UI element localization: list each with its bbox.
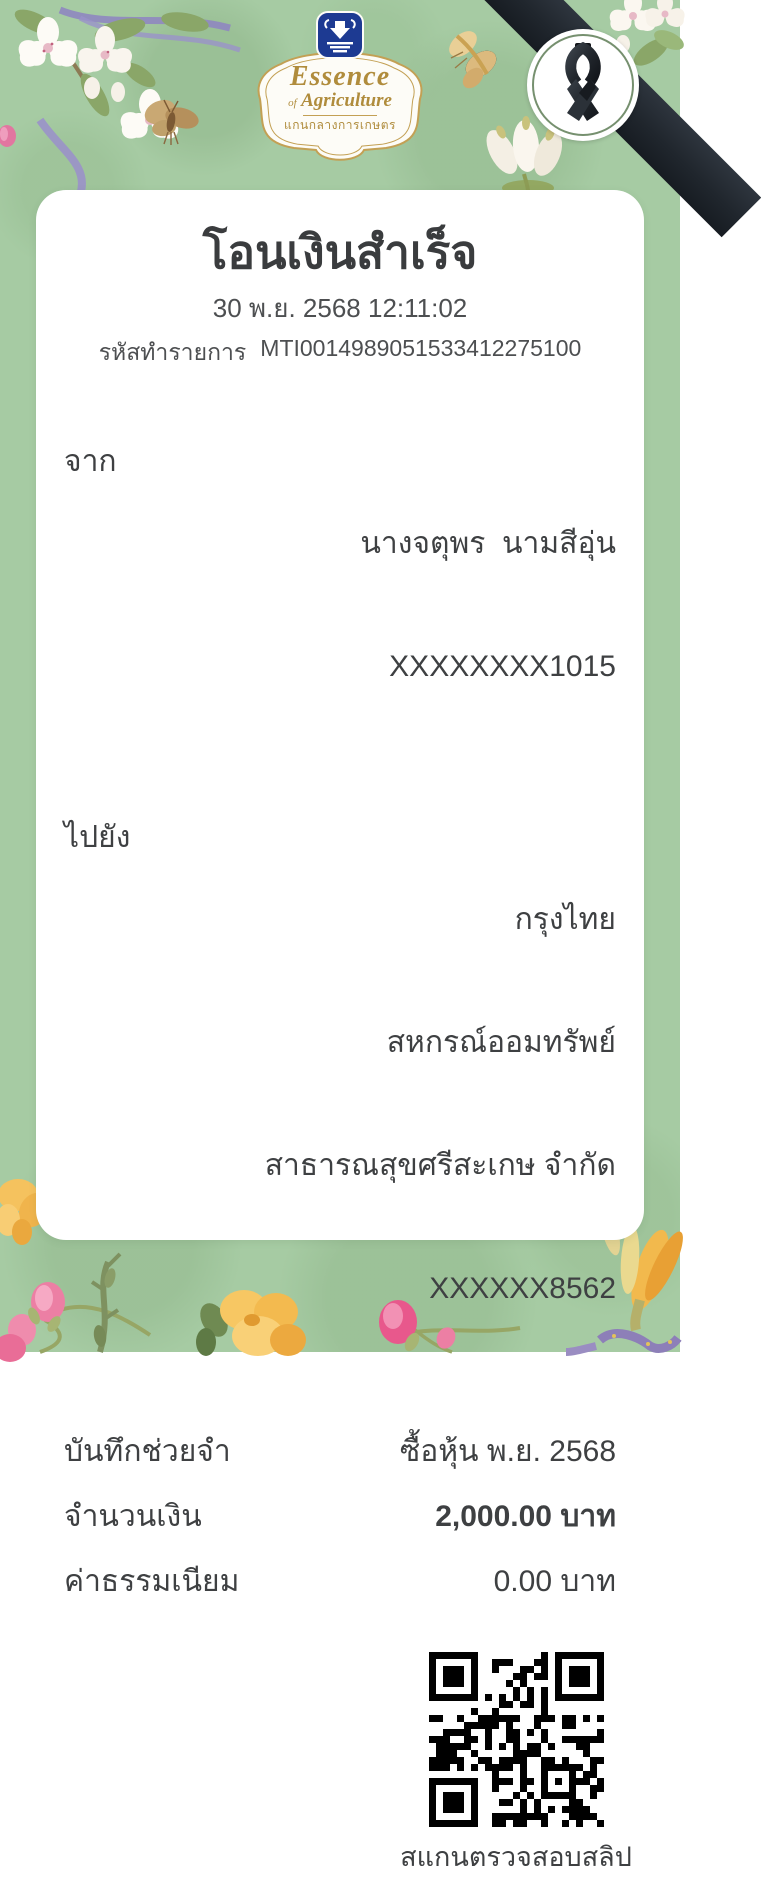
qr-section <box>400 1652 632 1878</box>
to-recipient-name-line2: สาธารณสุขศรีสะเกษ จำกัด <box>264 1149 616 1182</box>
transfer-datetime: 30 พ.ย. 2568 12:11:02 <box>212 293 468 323</box>
to-bank-name: กรุงไทย <box>514 903 616 936</box>
logo-brand-of: of <box>288 97 297 110</box>
from-account-masked: XXXXXXXX1015 <box>389 650 616 683</box>
butterfly-brown-icon <box>138 92 204 154</box>
transfer-success-title: โอนเงินสำเร็จ <box>202 226 478 278</box>
amount-row <box>64 1496 616 1537</box>
from-name: นางจตุพร นามสีอุ่น <box>360 527 616 560</box>
amount-label: จำนวนเงิน <box>64 1500 202 1533</box>
fee-value: 0.00 บาท <box>493 1565 616 1598</box>
logo-divider <box>303 115 377 116</box>
slip-verification-qr-code <box>429 1652 604 1827</box>
fee-row <box>64 1561 616 1602</box>
memo-row <box>64 1431 616 1472</box>
logo-brand-bottom: Agriculture <box>301 90 392 112</box>
receipt-card <box>36 190 644 1872</box>
logo-tagline-thai: แกนกลางการเกษตร <box>284 117 396 132</box>
pink-bud-left-decoration <box>0 124 20 150</box>
qr-caption: สแกนตรวจสอบสลิป <box>400 1842 632 1872</box>
to-recipient-name-line1: สหกรณ์ออมทรัพย์ <box>386 1026 616 1059</box>
mourning-ribbon-badge <box>527 29 639 141</box>
memo-label: บันทึกช่วยจำ <box>64 1435 231 1468</box>
memo-value: ซื้อหุ้น พ.ย. 2568 <box>399 1435 616 1468</box>
from-label: จาก <box>64 445 117 478</box>
logo-text-block <box>240 62 440 131</box>
amount-value: 2,000.00 บาท <box>435 1500 616 1533</box>
to-row <box>64 817 616 1391</box>
from-row <box>64 441 616 769</box>
transaction-id-row <box>64 335 616 371</box>
logo-brand-bottom-line <box>240 91 440 111</box>
baac-logo-icon <box>317 12 363 58</box>
to-account-masked: XXXXXX8562 <box>429 1272 616 1305</box>
transaction-id-label: รหัสทำรายการ <box>98 339 247 365</box>
bank-logo-badge <box>240 10 440 165</box>
transaction-id-value: MTI0014989051533412275100 <box>260 335 582 361</box>
fee-label: ค่าธรรมเนียม <box>64 1565 240 1598</box>
logo-brand-top: Essence <box>289 61 391 92</box>
from-value <box>360 441 616 769</box>
black-ribbon-icon <box>551 41 615 129</box>
to-value <box>265 817 616 1391</box>
to-label: ไปยัง <box>64 821 131 854</box>
butterfly-yellow-icon <box>443 22 501 98</box>
